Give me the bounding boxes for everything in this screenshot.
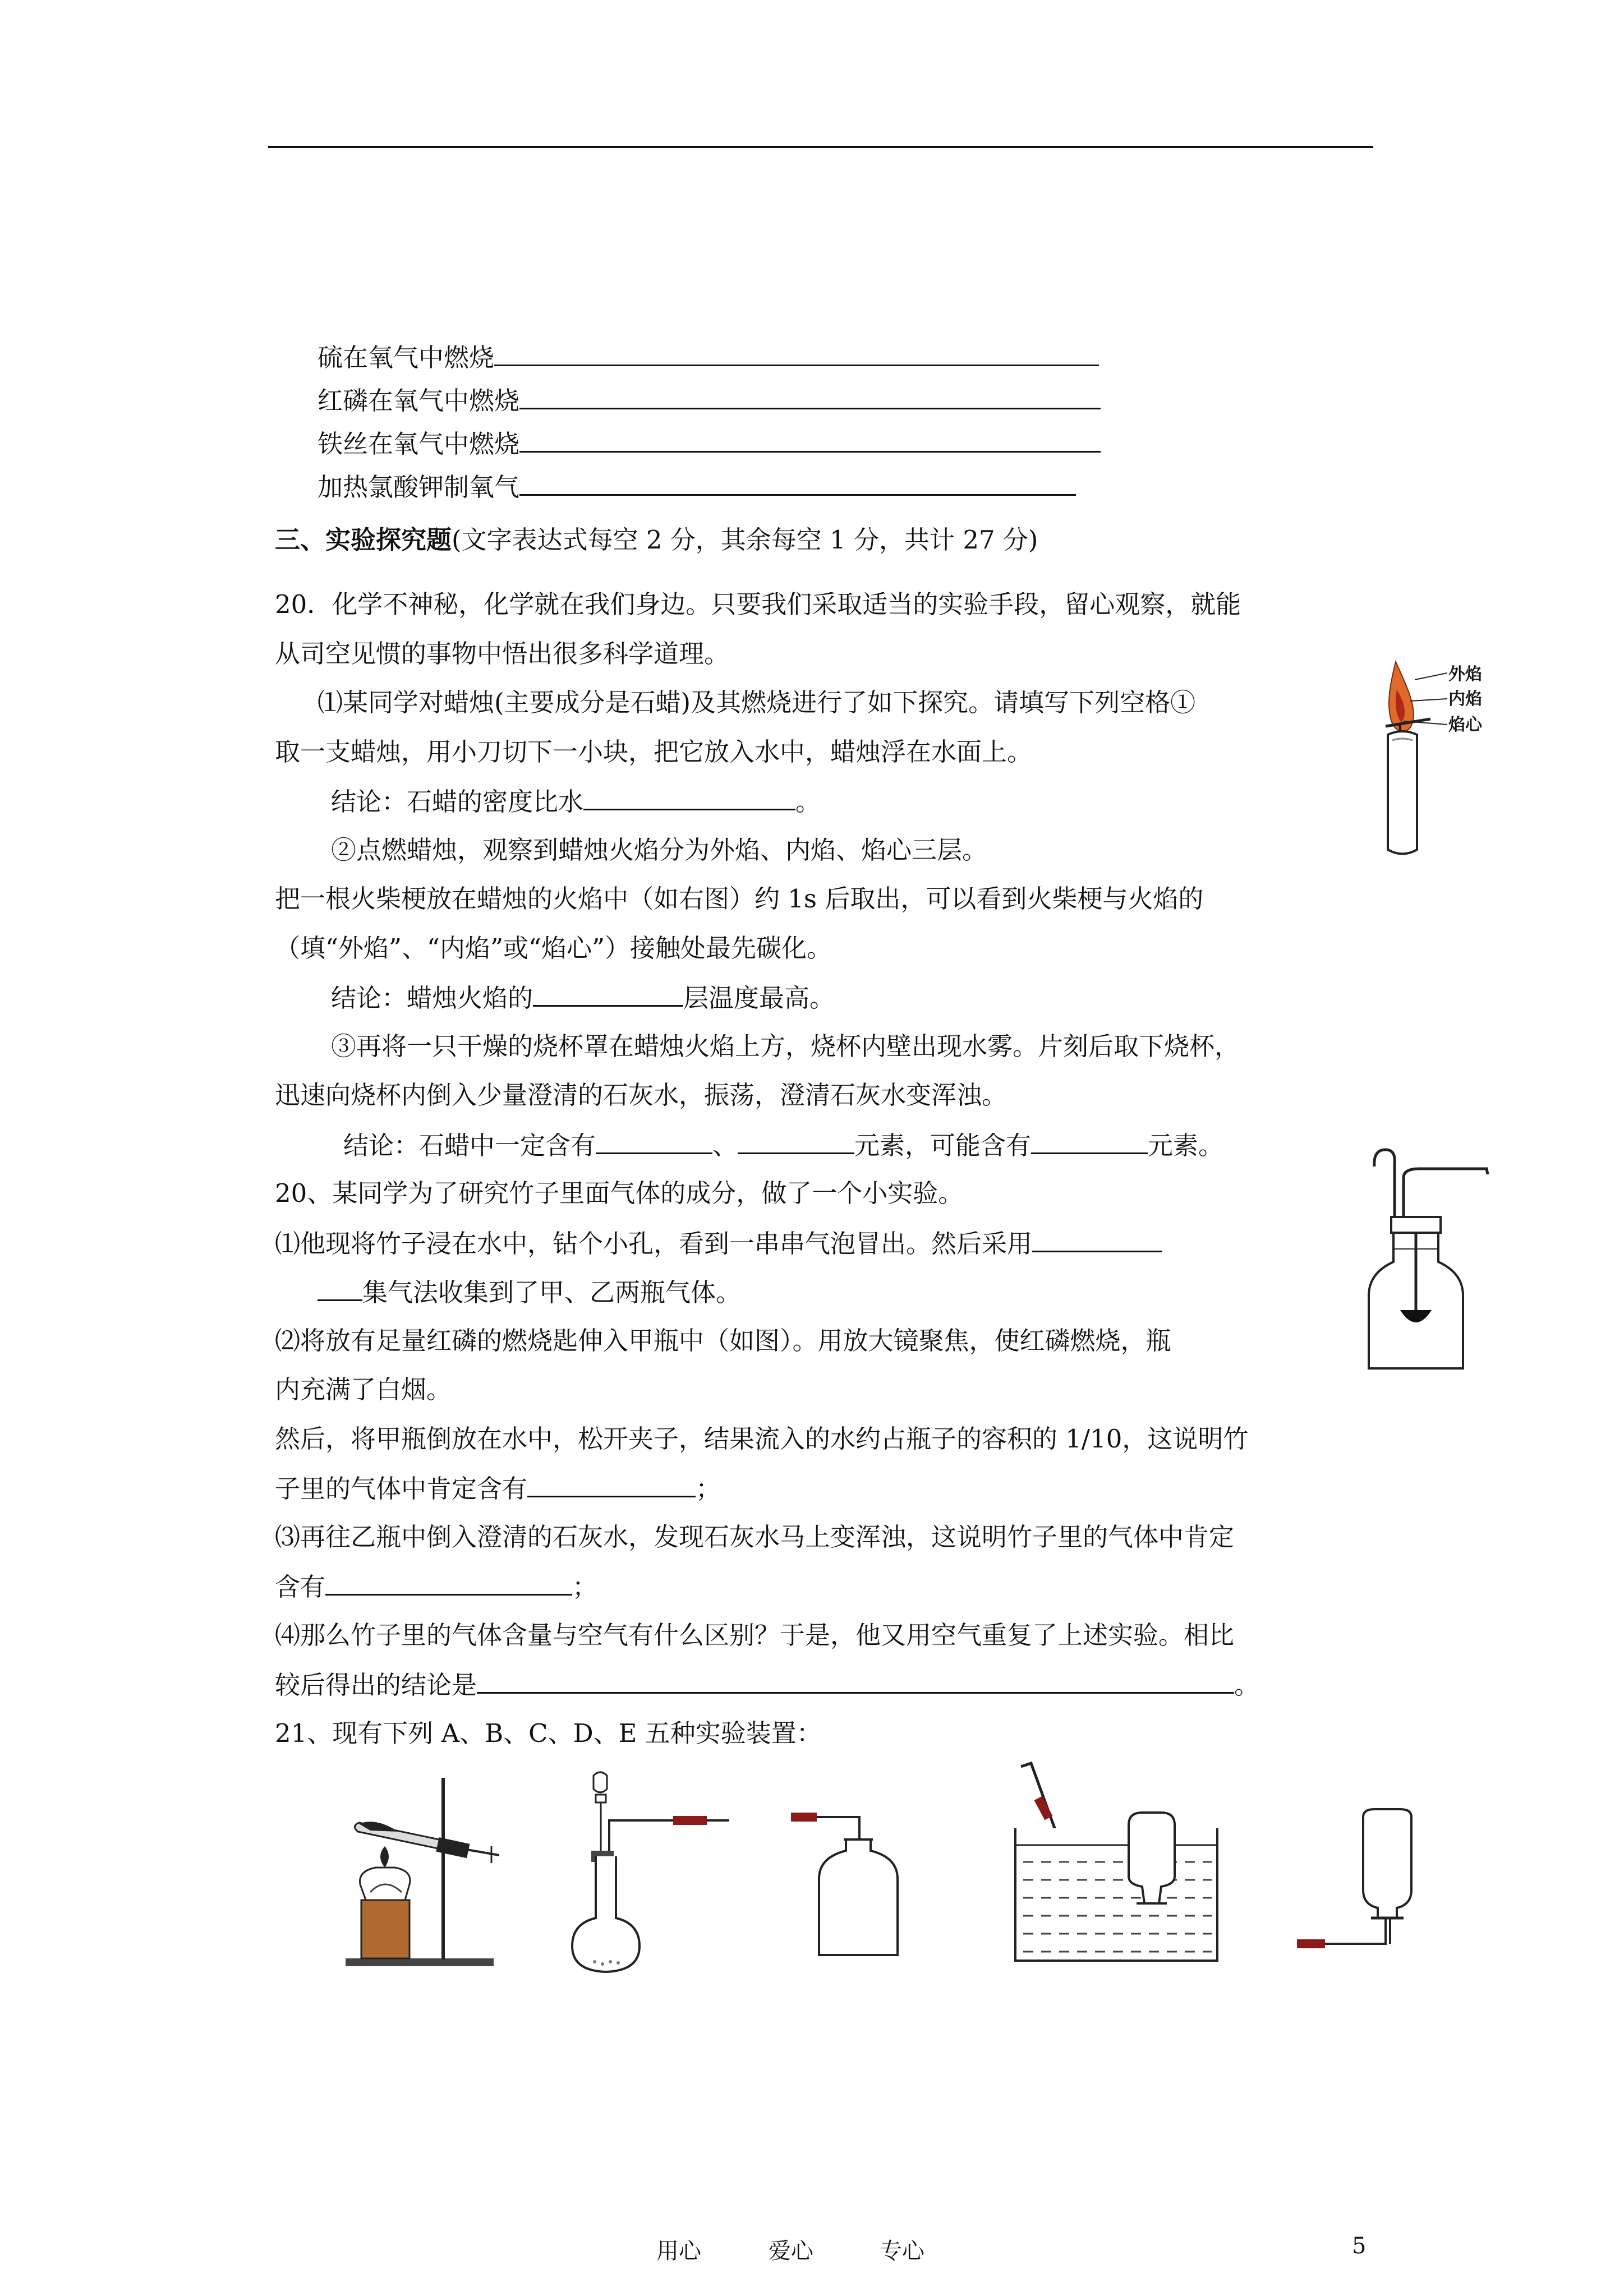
q20b-step2-c: 然后，将甲瓶倒放在水中，松开夹子，结果流入的水约占瓶子的容积的 1/10，这说明竹: [275, 1424, 1249, 1454]
q20b-intro: 20、某同学为了研究竹子里面气体的成分，做了一个小实验。: [275, 1178, 964, 1208]
q20a-intro-1: 20．化学不神秘，化学就在我们身边。只要我们采取适当的实验手段，留心观察，就能: [275, 589, 1241, 619]
q20b-step3-a: ⑶再往乙瓶中倒入澄清的石灰水，发现石灰水马上变浑浊，这说明竹子里的气体中肯定: [275, 1522, 1235, 1552]
q20b-step4-a: ⑷那么竹子里的气体含量与空气有什么区别？于是，他又用空气重复了上述实验。相比: [275, 1620, 1235, 1650]
q20b-step2-d: [275, 1472, 721, 1505]
flame-label-outer: 外焰: [1448, 665, 1482, 684]
step-end: ；: [572, 1572, 598, 1602]
answer-blank[interactable]: [519, 427, 1101, 453]
section-title: 三、实验探究题: [275, 525, 452, 555]
answer-blank[interactable]: [519, 384, 1101, 409]
q21-intro: 21、现有下列 A、B、C、D、E 五种实验装置：: [275, 1718, 822, 1748]
reaction-label: 红磷在氧气中燃烧: [318, 386, 520, 416]
q20a-part3-b: 迅速向烧杯内倒入少量澄清的石灰水，振荡，澄清石灰水变浑浊。: [275, 1080, 1007, 1110]
answer-blank[interactable]: [318, 1276, 362, 1301]
reaction-line-1: [318, 341, 1099, 374]
rubber-tube: [673, 1816, 707, 1825]
step-text: ⑴他现将竹子浸在水中，钻个小孔，看到一串串气泡冒出。然后采用: [275, 1229, 1033, 1258]
q20a-conclusion-1: [331, 785, 821, 818]
footer-motto-2: 爱心: [769, 2238, 813, 2264]
conclusion-end: 元素。: [1148, 1131, 1224, 1160]
section-heading: [275, 524, 1038, 556]
answer-blank[interactable]: [519, 471, 1076, 496]
separator: 、: [712, 1131, 738, 1160]
answer-blank[interactable]: [527, 1472, 696, 1497]
q20a-conclusion-3: [343, 1129, 1223, 1161]
q20a-part2-a: ②点燃蜡烛，观察到蜡烛火焰分为外焰、内焰、焰心三层。: [331, 835, 988, 865]
reaction-line-4: [318, 471, 1076, 503]
conclusion-text: 元素，可能含有: [854, 1131, 1032, 1160]
apparatus-b-flask-funnel: [561, 1767, 746, 1980]
candle-body: [1388, 731, 1417, 854]
q20a-part3-a: ③再将一只干燥的烧杯罩在蜡烛火焰上方，烧杯内壁出现水雾。片刻后取下烧杯，: [331, 1031, 1240, 1061]
apparatus-c-collection-bottle: [785, 1795, 931, 1963]
answer-blank[interactable]: [533, 981, 683, 1007]
q20b-step2-b: 内充满了白烟。: [275, 1375, 452, 1404]
q20a-part2-b: 把一根火柴梗放在蜡烛的火焰中（如右图）约 1s 后取出，可以看到火柴梗与火焰的: [275, 884, 1204, 914]
section-note: (文字表达式每空 2 分，其余每空 1 分，共计 27 分): [452, 525, 1038, 555]
conclusion-text: 结论：蜡烛火焰的: [331, 983, 533, 1013]
conclusion-text: 结论：石蜡的密度比水: [331, 787, 584, 817]
conclusion-end: 层温度最高。: [683, 983, 835, 1013]
answer-blank[interactable]: [1031, 1129, 1148, 1154]
q20b-step1-a: [275, 1227, 1162, 1260]
header-rule: [268, 146, 1373, 148]
reaction-line-3: [318, 427, 1101, 460]
step-text: 较后得出的结论是: [275, 1670, 477, 1700]
footer-motto-3: 专心: [880, 2238, 924, 2264]
q20b-step4-b: [275, 1668, 1259, 1701]
flame-label-core: 焰心: [1448, 715, 1482, 735]
reaction-line-2: [318, 384, 1101, 417]
answer-blank[interactable]: [494, 341, 1099, 366]
conclusion-end: 。: [795, 787, 821, 817]
rubber-tube: [1034, 1796, 1053, 1820]
q20a-part1-b: 取一支蜡烛，用小刀切下一小块，把它放入水中，蜡烛浮在水面上。: [275, 737, 1033, 767]
rubber-tube: [1297, 1939, 1325, 1948]
apparatus-e-inverted-bottle: [1290, 1806, 1430, 1974]
combustion-spoon-bottle-figure: [1363, 1144, 1509, 1380]
step-text: 子里的气体中肯定含有: [275, 1474, 528, 1504]
q20a-conclusion-2: [331, 981, 835, 1014]
answer-blank[interactable]: [1032, 1227, 1162, 1252]
step-text: 含有: [275, 1572, 326, 1602]
conclusion-text: 结论：石蜡中一定含有: [343, 1131, 596, 1160]
q20b-step3-b: [275, 1570, 597, 1603]
flame-label-inner: 内焰: [1448, 689, 1482, 709]
answer-blank[interactable]: [596, 1129, 712, 1154]
answer-blank[interactable]: [325, 1570, 572, 1596]
apparatus-a-heating: [337, 1772, 527, 1974]
candle-flame-figure: [1363, 651, 1515, 864]
rubber-tube: [791, 1813, 817, 1822]
answer-blank[interactable]: [477, 1668, 1234, 1694]
answer-blank[interactable]: [738, 1129, 854, 1154]
step-end: ；: [696, 1474, 721, 1504]
apparatus-d-water-trough: [1010, 1761, 1234, 1968]
reaction-label: 硫在氧气中燃烧: [318, 343, 495, 372]
answer-blank[interactable]: [583, 785, 795, 810]
q20b-step1-b: [318, 1276, 741, 1308]
q20a-intro-2: 从司空见惯的事物中悟出很多科学道理。: [275, 639, 730, 668]
page-number: 5: [1352, 2233, 1367, 2259]
footer-motto-1: 用心: [656, 2238, 701, 2264]
reaction-label: 加热氯酸钾制氧气: [318, 472, 520, 502]
q20a-part1-a: ⑴某同学对蜡烛(主要成分是石蜡)及其燃烧进行了如下探究。请填写下列空格①: [318, 688, 1196, 717]
q20a-part2-c: （填“外焰”、“内焰”或“焰心”）接触处最先碳化。: [275, 933, 832, 963]
step-end: 。: [1234, 1670, 1260, 1700]
reaction-label: 铁丝在氧气中燃烧: [318, 429, 520, 459]
q20b-step2-a: ⑵将放有足量红磷的燃烧匙伸入甲瓶中（如图）。用放大镜聚焦，使红磷燃烧，瓶: [275, 1326, 1171, 1356]
step-text: 集气法收集到了甲、乙两瓶气体。: [362, 1278, 742, 1307]
